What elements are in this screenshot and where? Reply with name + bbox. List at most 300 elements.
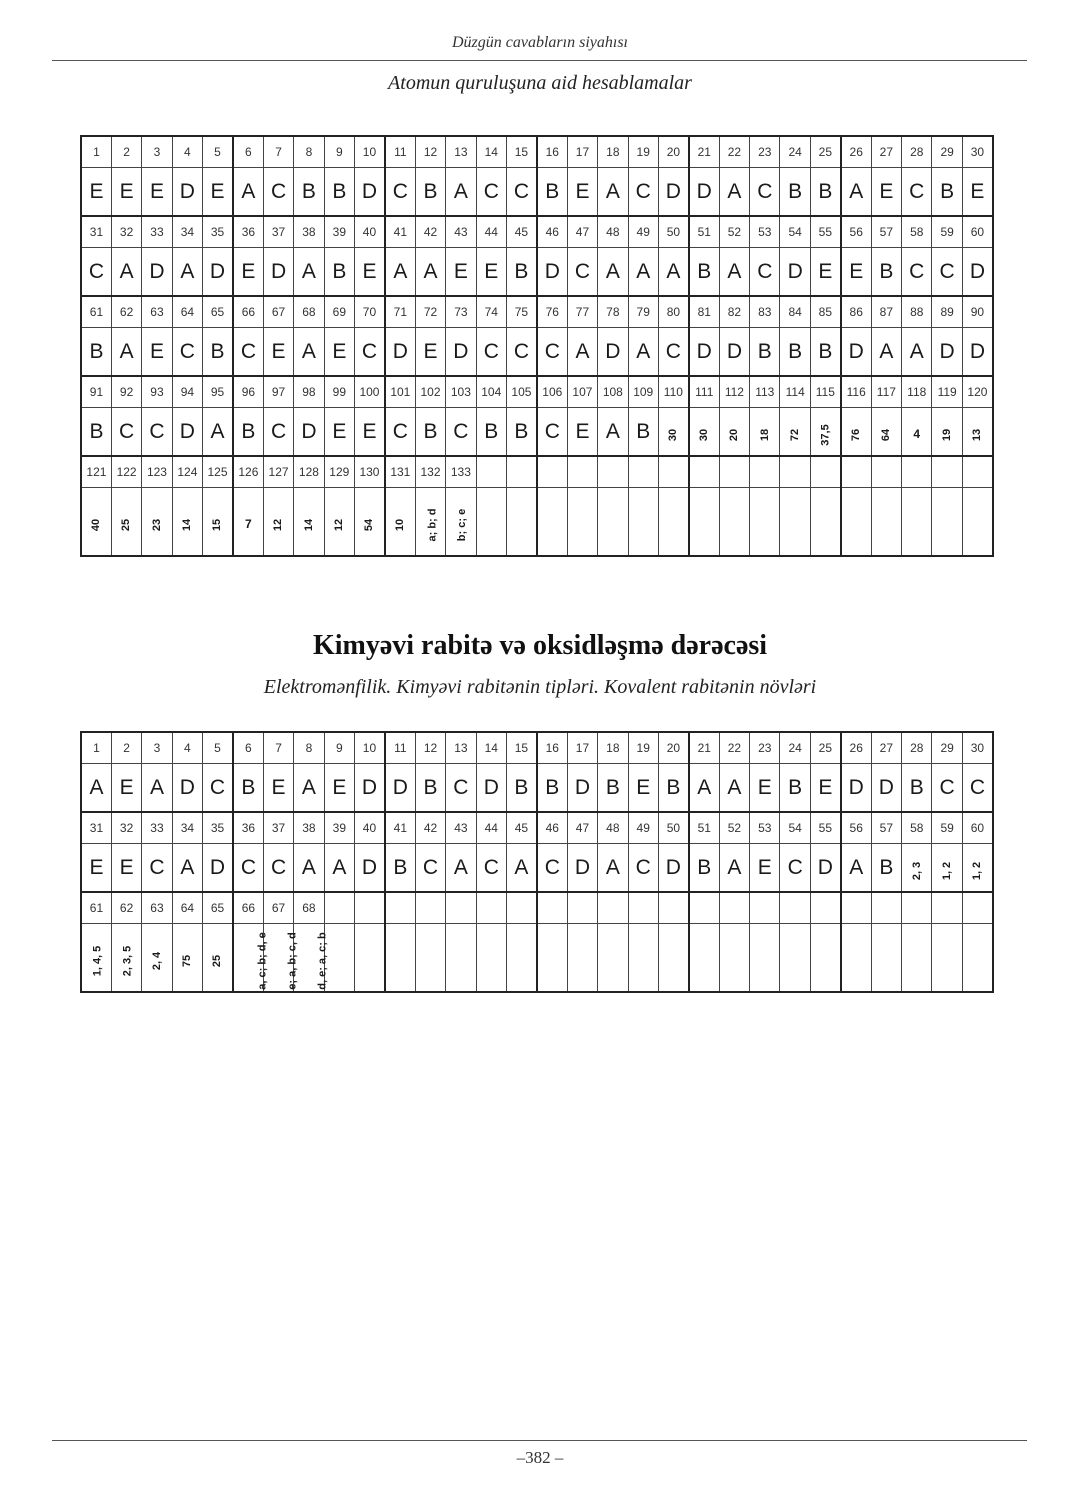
question-number xyxy=(841,456,871,488)
answer-value: 2, 3 xyxy=(910,861,923,880)
answer-cell xyxy=(385,844,415,893)
question-number: 61 xyxy=(81,296,111,328)
question-number: 10 xyxy=(355,732,385,764)
question-number xyxy=(719,892,749,924)
question-number: 45 xyxy=(506,812,536,844)
question-number: 2 xyxy=(111,136,141,168)
answer-cell xyxy=(203,844,233,893)
answer-value: C xyxy=(361,339,378,363)
question-number: 66 xyxy=(233,296,263,328)
answer-cell xyxy=(506,844,536,893)
answer-cell xyxy=(415,168,445,217)
answer-cell xyxy=(902,488,932,557)
question-number: 126 xyxy=(233,456,263,488)
question-number-row xyxy=(81,456,993,488)
answer-cell xyxy=(962,248,993,297)
answer-cell xyxy=(750,328,780,377)
question-number: 133 xyxy=(446,456,476,488)
answer-value: A xyxy=(423,259,438,283)
answer-cell xyxy=(902,248,932,297)
question-number-row xyxy=(81,812,993,844)
answer-value: 13 xyxy=(971,428,984,441)
question-number xyxy=(476,892,506,924)
answer-cell xyxy=(719,328,749,377)
question-number: 41 xyxy=(385,216,415,248)
answer-value: B xyxy=(89,339,104,363)
question-number: 128 xyxy=(294,456,324,488)
question-number: 38 xyxy=(294,216,324,248)
answer-cell xyxy=(841,168,871,217)
answer-cell xyxy=(628,408,658,457)
answer-value: D xyxy=(392,339,408,363)
question-number: 2 xyxy=(111,732,141,764)
answer-cell xyxy=(294,844,324,893)
question-number: 69 xyxy=(324,296,354,328)
answer-cell xyxy=(962,924,993,993)
answer-value: B xyxy=(514,775,529,799)
answer-value: B xyxy=(545,179,560,203)
question-number: 9 xyxy=(324,732,354,764)
answer-value: B xyxy=(241,419,256,443)
answer-value: 15 xyxy=(211,518,224,531)
answer-cell xyxy=(476,488,506,557)
answer-cell xyxy=(172,924,202,993)
answer-cell xyxy=(871,488,901,557)
answer-value: A xyxy=(119,339,134,363)
answer-value: D xyxy=(878,775,894,799)
answer-value: E xyxy=(119,775,134,799)
answer-cell xyxy=(932,408,962,457)
answer-value: B xyxy=(89,419,104,443)
answer-cell xyxy=(537,488,567,557)
question-number: 40 xyxy=(355,216,385,248)
question-number: 58 xyxy=(902,812,932,844)
question-number: 38 xyxy=(294,812,324,844)
question-number: 60 xyxy=(962,812,993,844)
question-number xyxy=(780,892,810,924)
answer-value: B xyxy=(484,419,499,443)
question-number: 51 xyxy=(689,216,719,248)
answer-cell xyxy=(203,408,233,457)
question-number: 13 xyxy=(446,732,476,764)
question-number: 22 xyxy=(719,732,749,764)
question-number xyxy=(689,892,719,924)
answer-cell xyxy=(446,328,476,377)
answer-cell xyxy=(324,844,354,893)
question-number: 49 xyxy=(628,812,658,844)
answer-value: C xyxy=(88,259,105,283)
answer-cell xyxy=(719,248,749,297)
answer-cell xyxy=(263,844,293,893)
question-number: 20 xyxy=(658,136,688,168)
answer-value: D xyxy=(361,179,378,203)
answer-cell xyxy=(962,168,993,217)
answer-cell xyxy=(537,328,567,377)
answer-cell xyxy=(324,168,354,217)
answer-cell xyxy=(142,764,172,813)
question-number: 50 xyxy=(658,216,688,248)
answer-cell xyxy=(506,764,536,813)
question-number: 101 xyxy=(385,376,415,408)
answer-value: E xyxy=(241,259,256,283)
answer-value: E xyxy=(119,855,134,879)
question-number: 88 xyxy=(902,296,932,328)
question-number: 6 xyxy=(233,732,263,764)
answer-value: C xyxy=(209,775,226,799)
question-number: 100 xyxy=(355,376,385,408)
answer-cell xyxy=(902,328,932,377)
answer-value: 1, 2 xyxy=(941,861,954,880)
answer-cell xyxy=(689,764,719,813)
answer-value: A xyxy=(727,259,742,283)
question-number: 80 xyxy=(658,296,688,328)
answer-value: B xyxy=(666,775,681,799)
answer-cell xyxy=(172,764,202,813)
question-number: 30 xyxy=(962,732,993,764)
answer-cell xyxy=(142,844,172,893)
answer-cell xyxy=(841,844,871,893)
question-number xyxy=(719,456,749,488)
answer-row xyxy=(81,168,993,217)
question-number: 34 xyxy=(172,216,202,248)
answer-cell xyxy=(567,328,597,377)
answer-cell xyxy=(81,408,111,457)
answer-value: C xyxy=(757,259,773,283)
question-number: 39 xyxy=(324,216,354,248)
answer-cell xyxy=(263,248,293,297)
answer-cell xyxy=(658,924,688,993)
question-number: 102 xyxy=(415,376,445,408)
question-number: 36 xyxy=(233,216,263,248)
answer-cell xyxy=(810,764,840,813)
question-number: 23 xyxy=(750,136,780,168)
answer-value: A xyxy=(149,775,164,799)
question-number xyxy=(810,892,840,924)
answer-cell xyxy=(476,764,506,813)
question-number xyxy=(689,456,719,488)
question-number: 31 xyxy=(81,812,111,844)
answer-cell xyxy=(598,844,628,893)
answer-value: B xyxy=(301,179,316,203)
answer-cell xyxy=(172,248,202,297)
answer-value: 4 xyxy=(913,426,921,441)
answer-cell xyxy=(142,168,172,217)
question-number: 53 xyxy=(750,216,780,248)
answer-value: C xyxy=(665,339,681,363)
answer-value: E xyxy=(818,259,833,283)
answer-value: C xyxy=(392,419,408,443)
answer-value: D xyxy=(209,259,226,283)
answer-cell xyxy=(628,168,658,217)
question-number: 95 xyxy=(203,376,233,408)
answer-value: B xyxy=(788,339,803,363)
answer-value: 25 xyxy=(120,518,133,531)
answer-cell xyxy=(355,168,385,217)
question-number: 56 xyxy=(841,216,871,248)
answer-value: A xyxy=(727,179,742,203)
answer-value: 37,5 xyxy=(819,423,832,446)
answer-value: E xyxy=(332,419,347,443)
answer-value: D xyxy=(179,179,195,203)
answer-cell xyxy=(628,924,658,993)
question-number xyxy=(385,892,415,924)
answer-cell xyxy=(598,924,628,993)
answer-value: A xyxy=(301,775,316,799)
question-number: 64 xyxy=(172,296,202,328)
question-number xyxy=(355,892,385,924)
answer-cell xyxy=(111,248,141,297)
question-number: 62 xyxy=(111,892,141,924)
answer-value: B xyxy=(818,339,833,363)
question-number: 121 xyxy=(81,456,111,488)
question-number: 54 xyxy=(780,216,810,248)
question-number: 27 xyxy=(871,732,901,764)
answer-value: B xyxy=(423,179,438,203)
question-number: 56 xyxy=(841,812,871,844)
question-number: 70 xyxy=(355,296,385,328)
answer-value: C xyxy=(240,855,256,879)
answer-cell xyxy=(324,408,354,457)
question-number: 32 xyxy=(111,812,141,844)
question-number: 42 xyxy=(415,216,445,248)
question-number xyxy=(810,456,840,488)
answer-value: A xyxy=(849,179,864,203)
answer-value: D xyxy=(726,339,742,363)
question-number: 129 xyxy=(324,456,354,488)
answer-cell xyxy=(780,844,810,893)
answer-cell xyxy=(567,168,597,217)
answer-cell xyxy=(628,248,658,297)
question-number: 25 xyxy=(810,732,840,764)
answer-value: 23 xyxy=(150,518,163,531)
answer-cell xyxy=(203,328,233,377)
answer-cell xyxy=(233,248,263,297)
answer-value: E xyxy=(484,259,499,283)
answer-value: D xyxy=(392,775,408,799)
answer-value: E xyxy=(362,419,377,443)
answer-value: B xyxy=(332,179,347,203)
question-number: 107 xyxy=(567,376,597,408)
answer-value: B xyxy=(697,855,712,879)
answer-cell xyxy=(263,488,293,557)
answer-cell xyxy=(750,248,780,297)
question-number: 19 xyxy=(628,136,658,168)
answer-cell xyxy=(263,408,293,457)
answer-value: A xyxy=(514,855,529,879)
answer-cell xyxy=(628,328,658,377)
answer-cell xyxy=(902,924,932,993)
answer-value: 75 xyxy=(181,954,194,967)
answer-cell xyxy=(598,408,628,457)
answer-cell xyxy=(750,488,780,557)
question-number: 99 xyxy=(324,376,354,408)
answer-cell xyxy=(962,488,993,557)
answer-row xyxy=(81,924,993,993)
answer-cell xyxy=(658,764,688,813)
question-number xyxy=(415,892,445,924)
answer-cell xyxy=(780,488,810,557)
question-number: 34 xyxy=(172,812,202,844)
answer-value: A xyxy=(605,855,620,879)
question-number: 122 xyxy=(111,456,141,488)
answer-value: D xyxy=(939,339,955,363)
answer-cell xyxy=(598,248,628,297)
question-number: 31 xyxy=(81,216,111,248)
answer-value: 40 xyxy=(90,518,103,531)
answer-row xyxy=(81,328,993,377)
answer-value: A xyxy=(727,775,742,799)
question-number: 87 xyxy=(871,296,901,328)
question-number: 55 xyxy=(810,216,840,248)
question-number: 60 xyxy=(962,216,993,248)
answer-cell xyxy=(658,844,688,893)
question-number: 57 xyxy=(871,812,901,844)
answer-cell xyxy=(324,248,354,297)
question-number: 46 xyxy=(537,812,567,844)
answer-cell xyxy=(932,328,962,377)
question-number: 8 xyxy=(294,732,324,764)
answer-table-atomic-structure xyxy=(80,135,994,557)
question-number: 90 xyxy=(962,296,993,328)
question-number: 32 xyxy=(111,216,141,248)
answer-cell xyxy=(294,168,324,217)
answer-cell xyxy=(841,248,871,297)
question-number: 104 xyxy=(476,376,506,408)
answer-value: A xyxy=(605,259,620,283)
answer-cell xyxy=(658,328,688,377)
answer-row xyxy=(81,248,993,297)
answer-value: A xyxy=(180,855,195,879)
question-number: 55 xyxy=(810,812,840,844)
answer-cell xyxy=(294,328,324,377)
answer-value: E xyxy=(271,339,286,363)
answer-value: C xyxy=(453,419,469,443)
question-number xyxy=(446,892,476,924)
answer-value: D xyxy=(696,339,712,363)
answer-value: D xyxy=(969,259,985,283)
answer-cell xyxy=(871,924,901,993)
question-number: 57 xyxy=(871,216,901,248)
answer-cell xyxy=(658,488,688,557)
answer-cell xyxy=(598,764,628,813)
answer-cell xyxy=(506,248,536,297)
question-number: 116 xyxy=(841,376,871,408)
answer-value: C xyxy=(119,419,135,443)
answer-value: 14 xyxy=(181,518,194,531)
answer-cell xyxy=(567,924,597,993)
answer-value: C xyxy=(483,855,499,879)
answer-cell xyxy=(719,924,749,993)
answer-cell xyxy=(780,764,810,813)
answer-cell xyxy=(810,408,840,457)
answer-value: E xyxy=(332,775,347,799)
answer-cell xyxy=(233,408,263,457)
question-number: 24 xyxy=(780,732,810,764)
answer-value: A xyxy=(332,855,347,879)
question-number: 92 xyxy=(111,376,141,408)
answer-value: D xyxy=(179,775,195,799)
answer-value: A xyxy=(393,259,408,283)
answer-value: A xyxy=(879,339,894,363)
answer-value: 18 xyxy=(758,428,771,441)
answer-value: b; c; e xyxy=(456,508,469,541)
answer-cell xyxy=(203,248,233,297)
question-number: 4 xyxy=(172,136,202,168)
answer-cell xyxy=(780,168,810,217)
answer-cell xyxy=(780,408,810,457)
answer-cell xyxy=(932,248,962,297)
question-number: 37 xyxy=(263,216,293,248)
answer-cell xyxy=(111,764,141,813)
answer-value: C xyxy=(270,179,287,203)
answer-value: C xyxy=(544,419,560,443)
answer-value: D xyxy=(665,855,681,879)
question-number-row xyxy=(81,732,993,764)
answer-value: C xyxy=(787,855,803,879)
answer-value: A xyxy=(453,179,468,203)
answer-table-chemical-bond xyxy=(80,731,994,993)
answer-cell xyxy=(172,488,202,557)
question-number: 64 xyxy=(172,892,202,924)
answer-value: a, c; b; d, e xyxy=(256,931,269,990)
question-number: 130 xyxy=(355,456,385,488)
question-number: 3 xyxy=(142,136,172,168)
answer-cell xyxy=(506,328,536,377)
answer-cell xyxy=(385,248,415,297)
answer-value: E xyxy=(575,179,590,203)
answer-cell xyxy=(81,844,111,893)
question-number: 108 xyxy=(598,376,628,408)
question-number: 1 xyxy=(81,732,111,764)
answer-cell xyxy=(142,408,172,457)
answer-cell xyxy=(355,844,385,893)
question-number: 21 xyxy=(689,136,719,168)
question-number xyxy=(962,892,993,924)
answer-value: E xyxy=(423,339,438,363)
answer-value: B xyxy=(514,259,529,283)
answer-value: E xyxy=(149,339,164,363)
answer-value: 64 xyxy=(880,428,893,441)
answer-cell xyxy=(537,168,567,217)
question-number: 6 xyxy=(233,136,263,168)
question-number: 8 xyxy=(294,136,324,168)
answer-cell xyxy=(871,844,901,893)
answer-cell xyxy=(111,488,141,557)
answer-cell xyxy=(810,924,840,993)
answer-cell xyxy=(142,248,172,297)
answer-cell xyxy=(810,844,840,893)
question-number: 75 xyxy=(506,296,536,328)
question-number: 17 xyxy=(567,136,597,168)
question-number: 41 xyxy=(385,812,415,844)
question-number: 10 xyxy=(355,136,385,168)
answer-cell xyxy=(415,328,445,377)
question-number: 26 xyxy=(841,732,871,764)
answer-value: A xyxy=(241,179,256,203)
question-number xyxy=(932,456,962,488)
answer-value: C xyxy=(909,259,925,283)
question-number: 20 xyxy=(658,732,688,764)
answer-cell xyxy=(902,168,932,217)
answer-value: B xyxy=(879,855,894,879)
answer-cell xyxy=(537,248,567,297)
answer-value: E xyxy=(119,179,134,203)
answer-value: E xyxy=(636,775,651,799)
question-number: 5 xyxy=(203,732,233,764)
answer-value: B xyxy=(423,419,438,443)
answer-cell xyxy=(203,764,233,813)
answer-cell xyxy=(689,168,719,217)
